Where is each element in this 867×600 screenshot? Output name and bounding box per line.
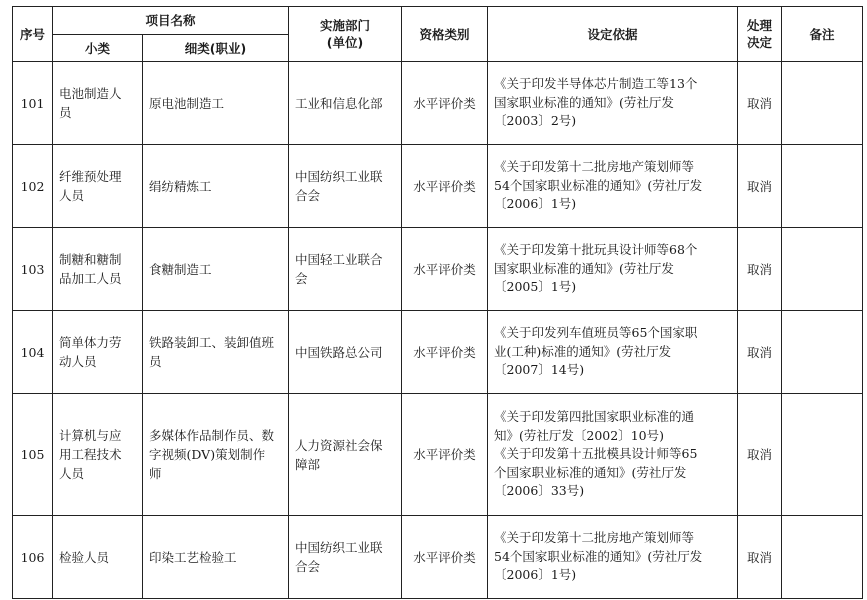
cell-department: 中国纺织工业联 合会: [289, 516, 402, 599]
cell-department: 中国铁路总公司: [289, 311, 402, 394]
table-row: [13, 394, 863, 516]
cell-remark: [782, 62, 863, 145]
cell-seq: 104: [13, 311, 53, 394]
cell-detail: 印染工艺检验工: [143, 516, 289, 599]
cell-subclass: 电池制造人 员: [53, 62, 143, 145]
cell-decision: 取消: [738, 62, 782, 145]
cell-detail: 绢纺精炼工: [143, 145, 289, 228]
table-row: [13, 62, 863, 145]
cell-detail: 铁路装卸工、装卸值班 员: [143, 311, 289, 394]
header-seq: 序号: [13, 7, 53, 62]
cell-decision: 取消: [738, 228, 782, 311]
cell-qualification: 水平评价类: [402, 145, 488, 228]
cell-subclass: 检验人员: [53, 516, 143, 599]
cell-basis: 《关于印发半导体芯片制造工等13个 国家职业标准的通知》(劳社厅发 〔2003〕2号): [488, 62, 738, 145]
cell-remark: [782, 394, 863, 516]
header-detail: 细类(职业): [143, 35, 289, 62]
cell-decision: 取消: [738, 311, 782, 394]
cell-detail: 多媒体作品制作员、数 字视频(DV)策划制作 师: [143, 394, 289, 516]
cell-basis: 《关于印发第十二批房地产策划师等 54个国家职业标准的通知》(劳社厅发 〔2006〕1号): [488, 145, 738, 228]
cell-qualification: 水平评价类: [402, 311, 488, 394]
cell-detail: 原电池制造工: [143, 62, 289, 145]
cell-seq: 101: [13, 62, 53, 145]
cell-qualification: 水平评价类: [402, 394, 488, 516]
cell-seq: 102: [13, 145, 53, 228]
qualification-table: [12, 6, 863, 599]
cell-department: 中国轻工业联合 会: [289, 228, 402, 311]
header-row-1: [13, 7, 863, 35]
cell-remark: [782, 145, 863, 228]
header-decision: 处理 决定: [738, 7, 782, 62]
cell-subclass: 制糖和糖制 品加工人员: [53, 228, 143, 311]
table-row: [13, 228, 863, 311]
header-subclass: 小类: [53, 35, 143, 62]
table-row: [13, 145, 863, 228]
cell-subclass: 纤维预处理 人员: [53, 145, 143, 228]
cell-basis: 《关于印发第十二批房地产策划师等 54个国家职业标准的通知》(劳社厅发 〔2006〕1号): [488, 516, 738, 599]
header-basis: 设定依据: [488, 7, 738, 62]
cell-department: 人力资源社会保 障部: [289, 394, 402, 516]
cell-remark: [782, 311, 863, 394]
cell-seq: 103: [13, 228, 53, 311]
header-qualification: 资格类别: [402, 7, 488, 62]
header-department: 实施部门 (单位): [289, 7, 402, 62]
cell-department: 工业和信息化部: [289, 62, 402, 145]
header-project-name: 项目名称: [53, 7, 289, 35]
cell-decision: 取消: [738, 516, 782, 599]
cell-remark: [782, 516, 863, 599]
cell-subclass: 计算机与应 用工程技术 人员: [53, 394, 143, 516]
cell-seq: 106: [13, 516, 53, 599]
header-remark: 备注: [782, 7, 863, 62]
table-row: [13, 311, 863, 394]
cell-qualification: 水平评价类: [402, 62, 488, 145]
cell-detail: 食糖制造工: [143, 228, 289, 311]
cell-subclass: 简单体力劳 动人员: [53, 311, 143, 394]
cell-basis: 《关于印发第四批国家职业标准的通 知》(劳社厅发〔2002〕10号) 《关于印发第十五批模具设计师等65 个国家职业标准的通知》(劳社厅发 〔2006〕33号): [488, 394, 738, 516]
cell-seq: 105: [13, 394, 53, 516]
cell-decision: 取消: [738, 394, 782, 516]
cell-basis: 《关于印发列车值班员等65个国家职 业(工种)标准的通知》(劳社厅发 〔2007〕14号): [488, 311, 738, 394]
cell-remark: [782, 228, 863, 311]
cell-qualification: 水平评价类: [402, 516, 488, 599]
table-row: [13, 516, 863, 599]
cell-decision: 取消: [738, 145, 782, 228]
cell-qualification: 水平评价类: [402, 228, 488, 311]
cell-basis: 《关于印发第十批玩具设计师等68个 国家职业标准的通知》(劳社厅发 〔2005〕1号): [488, 228, 738, 311]
cell-department: 中国纺织工业联 合会: [289, 145, 402, 228]
